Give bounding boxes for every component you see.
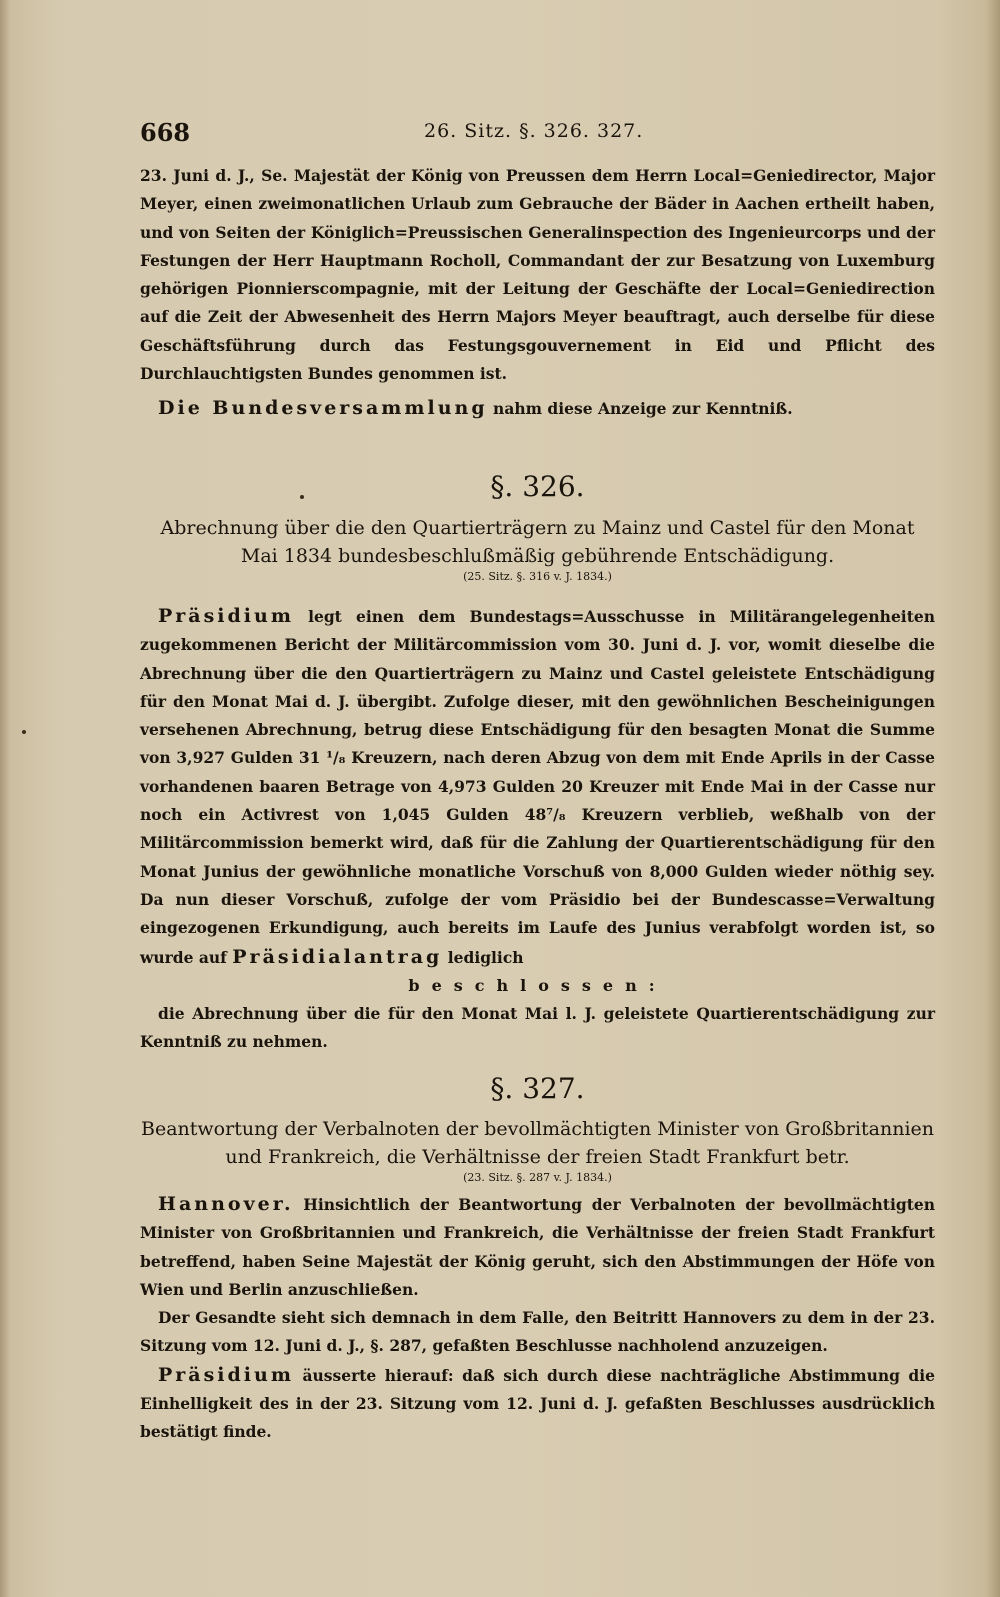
section-326-body [140, 602, 935, 1057]
page-header [140, 118, 900, 158]
page-number: 668 [140, 118, 191, 147]
section-327-number: §. 327. [490, 1072, 585, 1105]
page-left-shadow [0, 0, 10, 1597]
section-326-text: legt einen dem Bundestags=Ausschusse in Militärangelegenheiten zugekommenen Bericht der Militärcommission vom 30. Juni d. J. vor, womit dieselbe die Abrechnung über die den Quartierträgern zu Mainz und Castel geleistete Entschädigung für den Monat Mai d. J. übergibt. Zufolge dieser, mit den gewöhnlichen Bescheinigungen versehenen Abrechnung, betrug diese Entschädigung für den besagten Monat die Summe von 3,927 Gulden 31 ¹/₈ Kreuzern, nach deren Abzug von dem mit Ende Aprils in der Casse vorhandenen baaren Betrage von 4,973 Gulden 20 Kreuzer mit Ende Mai in der Casse nur noch ein Activrest von 1,045 Gulden 48⁷/₈ Kreuzern verblieb, weßhalb von der Militärcommission bemerkt wird, daß für die Zahlung der Quartierentschädigung für den Monat Junius der gewöhnliche monatliche Vorschuß von 8,000 Gulden wieder nöthig sey. Da nun dieser Vorschuß, zufolge der vom Präsidio bei der Bundescasse=Verwaltung eingezogenen Erkundigung, auch bereits im Laufe des Junius verabfolgt worden ist, so wurde auf [140, 607, 935, 967]
section-326-title-line1: Abrechnung über die den Quartierträgern zu Mainz und Castel für den Monat [160, 517, 915, 539]
intro-closing-rest: nahm diese Anzeige zur Kenntniß. [493, 399, 793, 419]
section-327-heading [140, 1115, 935, 1184]
proposal-rest: lediglich [447, 947, 524, 967]
section-327-title-line1: Beantwortung der Verbalnoten der bevollmächtigten Minister von Großbritannien [141, 1118, 934, 1140]
section-326-citation: (25. Sitz. §. 316 v. J. 1834.) [463, 570, 612, 583]
praesidium-327-text: äusserte hierauf: daß sich durch diese nachträgliche Abstimmung die Einhelligkeit des in der 23. Sitzung vom 12. Juni d. J. gefaßten Beschlusses ausdrücklich bestätigt finde. [140, 1365, 936, 1442]
praesidium-327-paragraph [140, 1361, 935, 1447]
section-327-title-line2: und Frankreich, die Verhältnisse der freien Stadt Frankfurt betr. [225, 1146, 850, 1168]
praesidium-327-lead: Präsidium [158, 1363, 294, 1386]
hannover-paragraph [140, 1190, 935, 1304]
intro-block [140, 162, 935, 424]
gesandte-paragraph: Der Gesandte sieht sich demnach in dem Falle, den Beitritt Hannovers zu dem in der 23. Sitzung vom 12. Juni d. J., §. 287, gefaßten Beschlusse nachholend anzuzeigen. [140, 1308, 935, 1356]
hannover-lead: Hannover. [158, 1193, 294, 1215]
beschlossen-label: beschlossen: [408, 975, 667, 995]
section-327-citation: (23. Sitz. §. 287 v. J. 1834.) [463, 1171, 612, 1184]
section-326-paragraph [140, 602, 935, 972]
section-327-body [140, 1190, 935, 1447]
section-326-number: §. 326. [490, 470, 585, 503]
praesidium-lead: Präsidium [158, 605, 294, 627]
hannover-text: Hinsichtlich der Beantwortung der Verbalnoten der bevollmächtigten Minister von Großbritannien und Frankreich, die Verhältnisse der freien Stadt Frankfurt betreffend, haben Seine Majestät der König geruht, sich den Abstimmungen der Höfe von Wien und Berlin anzuschließen. [140, 1195, 935, 1299]
resolution-text: die Abrechnung über die für den Monat Mai l. J. geleistete Quartierentschädigung zur Kenntniß zu nehmen. [140, 1004, 935, 1052]
page-right-shadow [986, 0, 1000, 1597]
bundesversammlung-lead: Die Bundesversammlung [158, 397, 488, 420]
section-326-heading [140, 514, 935, 583]
praesidialantrag: Präsidialantrag [232, 945, 443, 968]
intro-closing [140, 394, 935, 423]
section-326-title-line2: Mai 1834 bundesbeschlußmäßig gebührende Entschädigung. [240, 545, 835, 567]
intro-paragraph: 23. Juni d. J., Se. Majestät der König von Preussen dem Herrn Local=Geniedirector, Major Meyer, einen zweimonatlichen Urlaub zum Gebrauche der Bäder in Aachen ertheilt haben, und von Seiten der Königlich=Preussischen Generalinspection des Ingenieurcorps und der Festungen der Herr Hauptmann Rocholl, Commandant der zur Besatzung von Luxemburg gehörigen Pionnierscompagnie, mit der Leitung der Geschäfte der Local=Geniedirection auf die Zeit der Abwesenheit des Herrn Majors Meyer beauftragt, auch derselbe für diese Geschäftsführung durch das Festungsgouvernement in Eid und Pflicht des Durchlauchtigsten Bundes genommen ist. [140, 166, 935, 384]
speck [22, 730, 26, 734]
running-title: 26. Sitz. §. 326. 327. [424, 120, 644, 142]
